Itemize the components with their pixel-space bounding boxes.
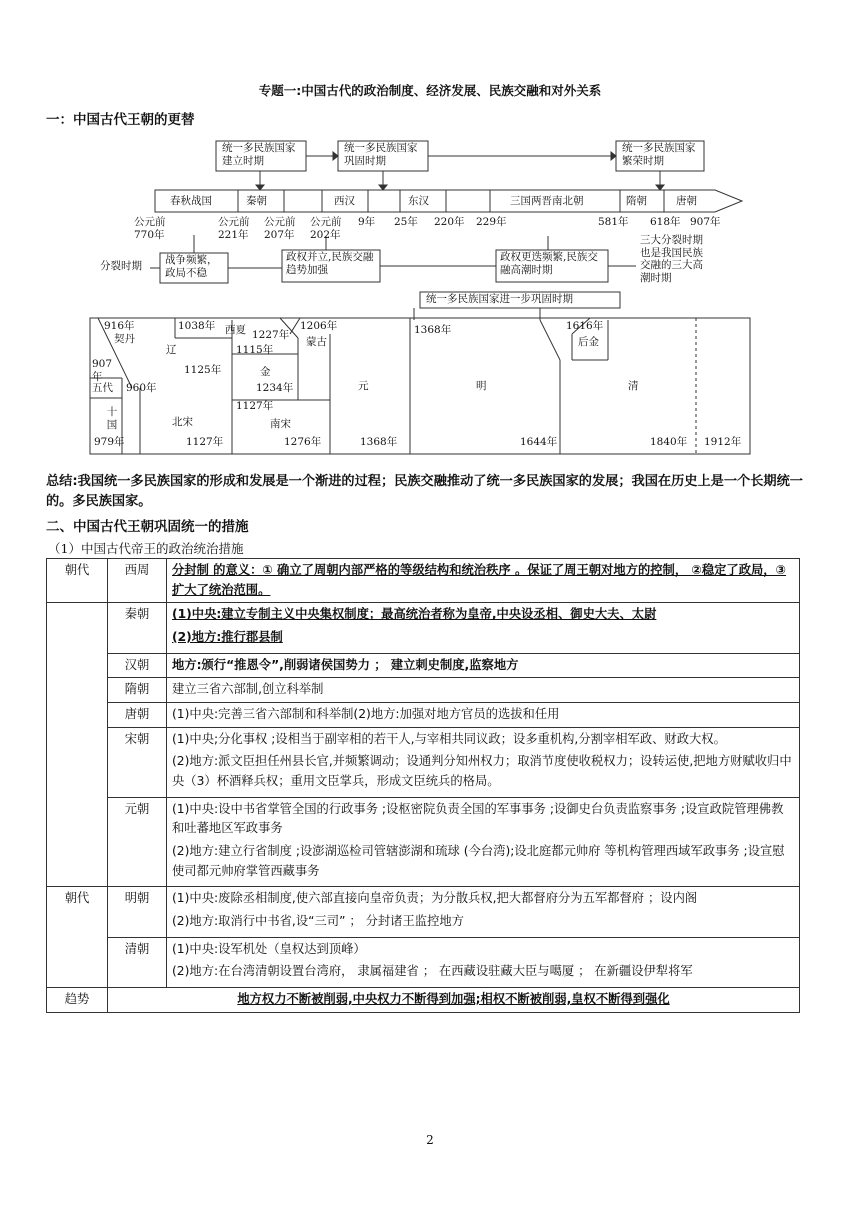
date-label: 907年 [690, 216, 721, 228]
period-founding-box: 统一多民族国家建立时期 [222, 142, 296, 167]
measure-cell [167, 678, 800, 703]
table-row [47, 603, 800, 653]
lower-label: 西夏 [225, 324, 246, 336]
measure-cell [167, 559, 800, 603]
bar-segment: 隋朝 [626, 195, 647, 207]
lower-label: 金 [260, 366, 271, 378]
bar-segment: 东汉 [408, 195, 429, 207]
measure-line: (2)地方:推行郡县制 [172, 630, 283, 645]
measure-text: 地方:颁行“推恩令”,削弱诸侯国势力 ； 建立刺史制度,监察地方 [172, 657, 519, 672]
lower-label: 1276年 [284, 436, 322, 448]
measure-cell [167, 937, 800, 987]
date-label: 220年 [434, 216, 465, 228]
dynasty-timeline-diagram [0, 130, 860, 460]
bar-segment: 秦朝 [246, 195, 267, 207]
trend-cell [108, 988, 800, 1013]
dynasty-name: 秦朝 [108, 603, 167, 653]
lower-label: 960年 [126, 382, 157, 394]
date-label: 618年 [650, 216, 681, 228]
document-title: 专题一:中国古代的政治制度、经济发展、民族交融和对外关系 [258, 83, 602, 98]
table-row [47, 678, 800, 703]
table-row [47, 937, 800, 987]
dynasty-name: 西周 [108, 559, 167, 603]
table-row [47, 988, 800, 1013]
trend-label: 趋势 [47, 988, 108, 1013]
lower-label: 清 [628, 380, 639, 392]
period-prosperous-box: 统一多民族国家繁荣时期 [622, 142, 696, 167]
measure-cell [167, 703, 800, 728]
note-three-splits: 三大分裂时期也是我国民族交融的三大高潮时期 [640, 234, 703, 284]
lower-label: 1234年 [256, 382, 294, 394]
lower-label: 1125年 [184, 364, 222, 376]
bar-segment: 三国两晋南北朝 [510, 195, 584, 207]
lower-label: 1840年 [650, 436, 688, 448]
dynasty-name: 唐朝 [108, 703, 167, 728]
measure-line: (1)中央:建立专制主义中央集权制度；最高统治者称为皇帝,中央设丞相、御史大夫、太尉 [172, 607, 657, 622]
dynasty-name: 汉朝 [108, 653, 167, 678]
lower-label: 1616年 [566, 320, 604, 332]
date-label: 公元前770年 [134, 216, 166, 241]
lower-label: 916年 [104, 320, 135, 332]
date-label: 25年 [394, 216, 418, 228]
political-measures-table [46, 558, 800, 1013]
lower-label: 979年 [94, 436, 125, 448]
lower-label: 1912年 [704, 436, 742, 448]
split-period-label: 分裂时期 [100, 260, 142, 272]
col-label-cell [47, 603, 108, 887]
bar-segment: 西汉 [334, 195, 355, 207]
lower-label: 南宋 [270, 418, 291, 430]
note-war: 战争频繁，政局不稳 [165, 254, 218, 279]
lower-label: 后金 [578, 336, 599, 348]
table-row [47, 703, 800, 728]
measure-line: (1)中央:设中书省掌管全国的行政事务 ;设枢密院负责全国的军事事务 ;设御史台负责监察事务 ;设宣政院管理佛教和吐蕃地区军政事务 [172, 801, 784, 836]
dynasty-name: 明朝 [108, 887, 167, 937]
lower-label: 1644年 [520, 436, 558, 448]
summary-text: 总结:我国统一多民族国家的形成和发展是一个渐进的过程；民族交融推动了统一多民族国家的发展；我国在历史上是一个长期统一的。多民族国家。 [46, 474, 803, 510]
lower-label: 明 [476, 380, 487, 392]
page-number: 2 [426, 1133, 434, 1147]
note-change: 政权更迭频繁,民族交融高潮时期 [500, 251, 598, 276]
sub-heading: （1）中国古代帝王的政治统治措施 [48, 541, 244, 556]
lower-label: 1127年 [186, 436, 224, 448]
measure-cell [167, 727, 800, 797]
table-row [47, 797, 800, 887]
date-label: 229年 [476, 216, 507, 228]
measure-line: (2)地方:派文臣担任州县长官,并频繁调动；设通判分知州权力；取消节度使收税权力；设转运使,把地方财赋收归中央（3）杯酒释兵权；重用文臣掌兵，形成文臣统兵的格局。 [172, 754, 792, 789]
dynasty-name: 清朝 [108, 937, 167, 987]
lower-label: 蒙古 [306, 336, 327, 348]
measure-text: 分封制 的意义：① 确立了周朝内部严格的等级结构和统治秩序 。保证了周王朝对地方的控制， ②稳定了政局，③扩大了统治范围。 [172, 563, 787, 597]
lower-label: 1368年 [414, 324, 452, 336]
measure-cell [167, 603, 800, 653]
section-heading-2: 二、中国古代王朝巩固统一的措施 [46, 519, 249, 535]
measure-line: (2)地方:取消行中书省,设“三司” ； 分封诸王监控地方 [172, 914, 464, 929]
lower-label: 1227年 [252, 329, 290, 341]
note-further-consolidation: 统一多民族国家进一步巩固时期 [426, 293, 573, 305]
lower-label: 契丹 [114, 333, 135, 345]
lower-label: 1127年 [236, 400, 274, 412]
col-label-cell: 朝代 [47, 559, 108, 603]
date-label: 9年 [358, 216, 376, 228]
measure-cell [167, 653, 800, 678]
lower-label: 907年 [92, 358, 113, 383]
table-row [47, 887, 800, 937]
trend-text: 地方权力不断被削弱,中央权力不断得到加强;相权不断被削弱,皇权不断得到强化 [237, 992, 670, 1007]
measure-line: (2)地方:在台湾清朝设置台湾府， 隶属福建省 ； 在西藏设驻藏大臣与噶厦 ； 在新疆设伊犁将军 [172, 964, 693, 979]
lower-label: 1038年 [178, 320, 216, 332]
date-label: 公元前207年 [264, 216, 296, 241]
lower-label: 北宋 [172, 416, 193, 428]
measure-cell [167, 797, 800, 887]
measure-line: (1)中央:废除丞相制度,使六部直接向皇帝负责；为分散兵权,把大都督府分为五军都督府 ；设内阁 [172, 891, 698, 906]
date-label: 公元前202年 [310, 216, 342, 241]
lower-label: 五代 [92, 382, 113, 394]
table-row [47, 727, 800, 797]
dynasty-name: 宋朝 [108, 727, 167, 797]
lower-label: 1206年 [300, 320, 338, 332]
lower-label: 十国 [106, 406, 118, 431]
table-row [47, 559, 800, 603]
lower-label: 元 [358, 380, 369, 392]
measure-line: (1)中央:设军机处（皇权达到顶峰） [172, 941, 366, 956]
lower-label: 辽 [166, 344, 177, 356]
period-consolidating-box: 统一多民族国家巩固时期 [344, 142, 418, 167]
lower-label: 1115年 [236, 344, 274, 356]
measure-cell [167, 887, 800, 937]
date-label: 581年 [598, 216, 629, 228]
measure-line: (1)中央;分化事权 ;设相当于副宰相的若干人,与宰相共同议政；设多重机构,分割宰相军政、财政大权。 [172, 731, 726, 746]
section-heading-1: 一：中国古代王朝的更替 [46, 112, 195, 128]
dynasty-name: 隋朝 [108, 678, 167, 703]
dynasty-name: 元朝 [108, 797, 167, 887]
measure-text: 建立三省六部制,创立科举制 [172, 682, 324, 697]
table-row [47, 653, 800, 678]
note-coexist: 政权并立,民族交融趋势加强 [286, 251, 374, 276]
measure-line: (2)地方:建立行省制度 ;设澎湖巡检司管辖澎湖和琉球 (今台湾);设北庭都元帅府 等机构管理西域军政事务 ;设宣慰使司都元帅府掌管西藏事务 [172, 844, 785, 878]
bar-segment: 春秋战国 [170, 195, 212, 207]
lower-label: 1368年 [360, 436, 398, 448]
measure-text: (1)中央:完善三省六部制和科举制(2)地方:加强对地方官员的选拔和任用 [172, 707, 560, 722]
date-label: 公元前221年 [218, 216, 250, 241]
col-label-cell: 朝代 [47, 887, 108, 988]
bar-segment: 唐朝 [676, 195, 697, 207]
